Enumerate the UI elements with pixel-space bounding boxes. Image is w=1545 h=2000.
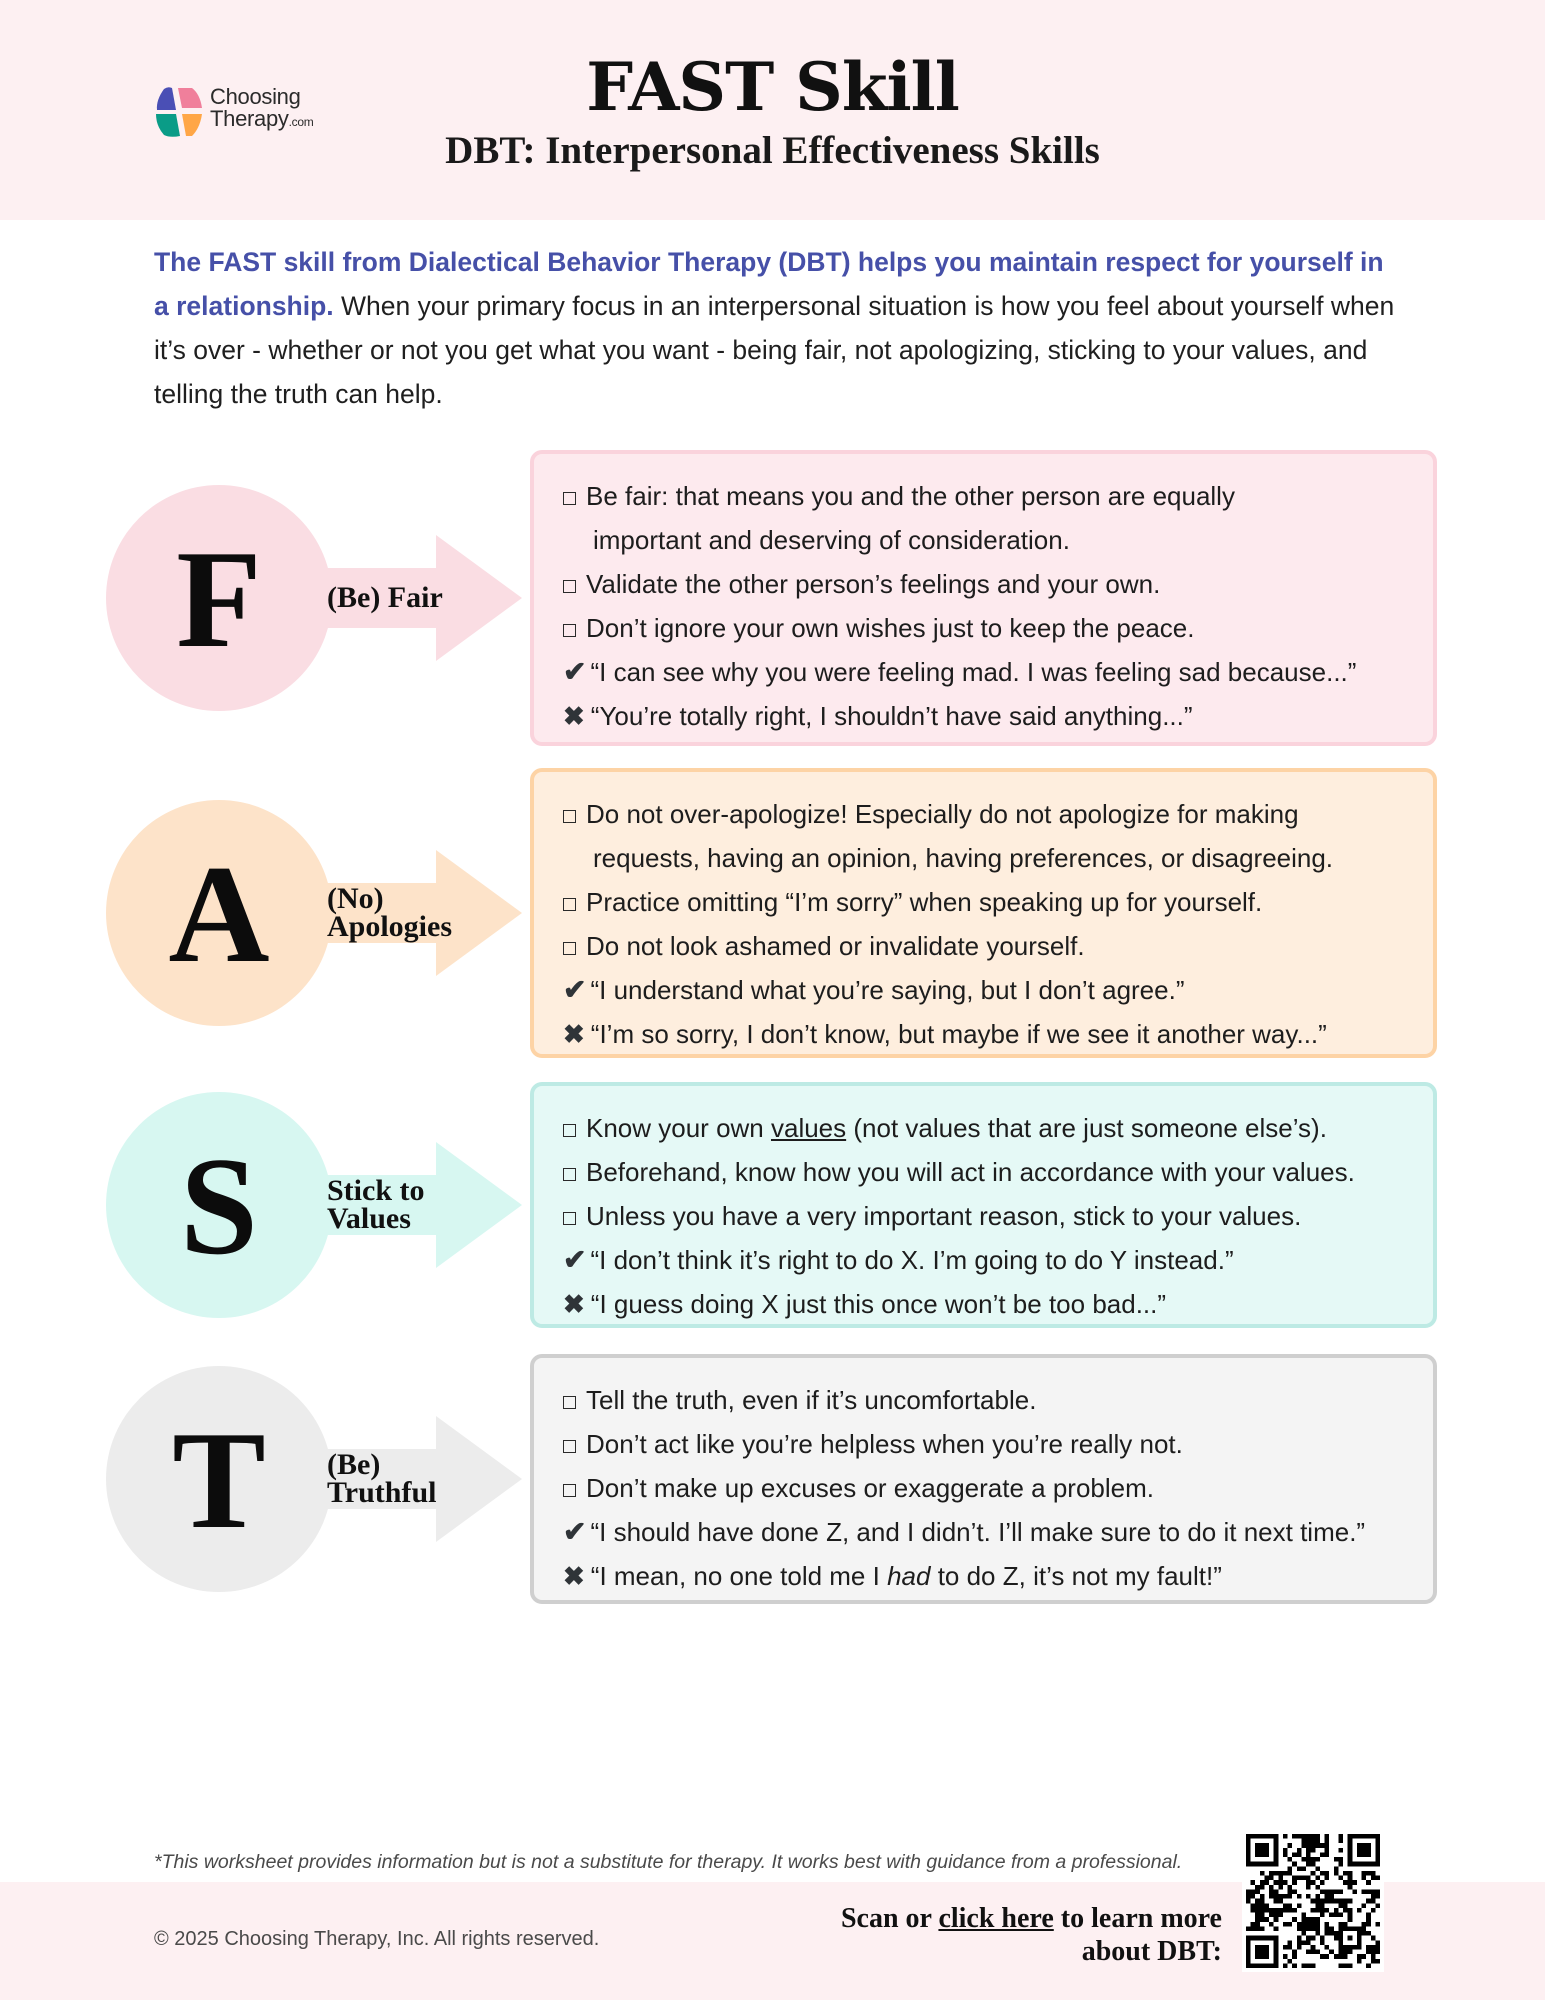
item-text-main: “I don’t think it’s right to do X. I’m going to do Y instead.” bbox=[590, 1245, 1234, 1275]
item-text-main: “I should have done Z, and I didn’t. I’ll make sure to do it next time.” bbox=[590, 1517, 1366, 1547]
item-text-main: Beforehand, know how you will act in accordance with your values. bbox=[586, 1157, 1355, 1187]
item-text bbox=[590, 1510, 1365, 1554]
checklist-item[interactable] bbox=[563, 1378, 1413, 1422]
checkmark-icon: ✔ bbox=[563, 1244, 587, 1275]
bad-example bbox=[563, 1554, 1413, 1598]
x-icon: ✖ bbox=[563, 701, 585, 731]
bad-example bbox=[563, 1282, 1413, 1326]
item-text bbox=[586, 606, 1194, 650]
item-text-main: requests, having an opinion, having preferences, or disagreeing. bbox=[593, 843, 1334, 873]
item-text bbox=[586, 924, 1085, 968]
checklist-item[interactable] bbox=[563, 880, 1413, 924]
item-text-main: “I can see why you were feeling mad. I was feeling sad because...” bbox=[590, 657, 1357, 687]
skill-label bbox=[327, 1174, 425, 1235]
item-text bbox=[590, 968, 1184, 1012]
checkbox-icon[interactable] bbox=[563, 1440, 576, 1453]
checkbox-icon[interactable] bbox=[563, 942, 576, 955]
skill-letter: T bbox=[172, 1403, 266, 1558]
scan-prefix: Scan or bbox=[840, 1903, 939, 1934]
item-text-main: Be fair: that means you and the other person are equally bbox=[586, 481, 1235, 511]
skill-letter: F bbox=[176, 522, 262, 677]
logo-line-2-text: Therapy bbox=[210, 106, 289, 131]
item-text-main: “I guess doing X just this once won’t be too bad...” bbox=[590, 1289, 1167, 1319]
skill-label-line-2: Values bbox=[327, 1202, 411, 1235]
scan-suffix: to learn more bbox=[1053, 1903, 1222, 1934]
x-icon: ✖ bbox=[563, 1289, 585, 1319]
checklist-item[interactable] bbox=[563, 474, 1413, 518]
skill-label-line-1: (Be) Fair bbox=[327, 581, 443, 614]
checklist-item[interactable] bbox=[563, 1422, 1413, 1466]
disclaimer-text: *This worksheet provides information but is not a substitute for therapy. It works best with guidance from a professional. bbox=[154, 1851, 1183, 1873]
item-text-main: Don’t ignore your own wishes just to keep the peace. bbox=[586, 613, 1195, 643]
item-text-main: “You’re totally right, I shouldn’t have said anything...” bbox=[590, 701, 1193, 731]
item-text bbox=[593, 518, 1070, 562]
qr-code-icon[interactable] bbox=[1242, 1830, 1384, 1972]
item-text-main: Do not over-apologize! Especially do not apologize for making bbox=[586, 799, 1299, 829]
good-example bbox=[563, 1238, 1413, 1282]
item-text bbox=[591, 694, 1193, 738]
bad-example bbox=[563, 694, 1413, 738]
item-text bbox=[586, 1378, 1036, 1422]
checkbox-icon[interactable] bbox=[563, 624, 576, 637]
qr-code-graphic bbox=[1246, 1834, 1380, 1968]
click-here-link[interactable]: click here bbox=[938, 1903, 1054, 1934]
intro-body: When your primary focus in an interpersonal situation is how you feel about yourself when it’s over - whether or not you get what you want - being fair, not apologizing, sticking to your values, and telling the truth can help. bbox=[154, 291, 1395, 409]
skill-label-line-1: (No) bbox=[327, 882, 384, 915]
item-text bbox=[586, 1150, 1355, 1194]
copyright-text: © 2025 Choosing Therapy, Inc. All rights reserved. bbox=[154, 1928, 600, 1950]
good-example bbox=[563, 968, 1413, 1012]
skill-card bbox=[530, 768, 1437, 1058]
item-text-main: Tell the truth, even if it’s uncomfortable. bbox=[586, 1385, 1037, 1415]
checkbox-icon[interactable] bbox=[563, 898, 576, 911]
item-text-main: to do Z, it’s not my fault!” bbox=[930, 1561, 1222, 1591]
checkbox-icon[interactable] bbox=[563, 580, 576, 593]
skill-label-line-1: (Be) bbox=[327, 1448, 381, 1481]
checkmark-icon: ✔ bbox=[563, 1516, 587, 1547]
skill-label-line-2: Apologies bbox=[327, 910, 453, 943]
item-text-main: Do not look ashamed or invalidate yourself. bbox=[586, 931, 1085, 961]
item-text bbox=[586, 1466, 1154, 1510]
checkbox-icon[interactable] bbox=[563, 1168, 576, 1181]
item-text bbox=[591, 1554, 1222, 1598]
item-text-main: (not values that are just someone else’s). bbox=[846, 1113, 1327, 1143]
item-text-main: “I understand what you’re saying, but I don’t agree.” bbox=[590, 975, 1185, 1005]
intro-paragraph bbox=[154, 240, 1404, 416]
checkbox-icon[interactable] bbox=[563, 492, 576, 505]
skill-label bbox=[327, 1448, 437, 1509]
skill-card bbox=[530, 450, 1437, 746]
item-text-before: “I mean, no one told me I bbox=[590, 1561, 888, 1591]
item-text bbox=[586, 1422, 1183, 1466]
checklist-item bbox=[563, 836, 1413, 880]
checklist-item[interactable] bbox=[563, 1150, 1413, 1194]
scan-cta bbox=[760, 1902, 1222, 1968]
item-text bbox=[586, 474, 1235, 518]
item-text bbox=[586, 792, 1299, 836]
item-text-before: Know your own bbox=[586, 1113, 771, 1143]
skill-label bbox=[327, 581, 443, 614]
checklist-item[interactable] bbox=[563, 792, 1413, 836]
bad-example bbox=[563, 1012, 1413, 1056]
item-text-main: important and deserving of consideration. bbox=[593, 525, 1070, 555]
skill-letter: S bbox=[180, 1129, 258, 1284]
intro-lead: The FAST skill from Dialectical Behavior Therapy (DBT) helps you maintain respect for yourself in a relationship. bbox=[154, 247, 1384, 321]
skill-label-line-1: Stick to bbox=[327, 1174, 425, 1207]
item-text-main: “I’m so sorry, I don’t know, but maybe if we see it another way...” bbox=[590, 1019, 1327, 1049]
checkbox-icon[interactable] bbox=[563, 1484, 576, 1497]
page-subtitle: DBT: Interpersonal Effectiveness Skills bbox=[445, 129, 1100, 172]
item-text bbox=[593, 836, 1333, 880]
skill-card bbox=[530, 1354, 1437, 1604]
logo-suffix: .com bbox=[288, 115, 314, 129]
checklist-item[interactable] bbox=[563, 1194, 1413, 1238]
checkbox-icon[interactable] bbox=[563, 1124, 576, 1137]
page-title: FAST Skill bbox=[586, 48, 959, 126]
item-text bbox=[586, 1194, 1301, 1238]
checkbox-icon[interactable] bbox=[563, 810, 576, 823]
x-icon: ✖ bbox=[563, 1561, 585, 1591]
checkmark-icon: ✔ bbox=[563, 974, 587, 1005]
item-text-main: Validate the other person’s feelings and your own. bbox=[586, 569, 1161, 599]
x-icon: ✖ bbox=[563, 1019, 585, 1049]
item-text bbox=[586, 1106, 1327, 1150]
skill-label-line-2: Truthful bbox=[327, 1476, 437, 1509]
skill-letter: A bbox=[168, 837, 270, 992]
item-text-main: Don’t act like you’re helpless when you’re really not. bbox=[586, 1429, 1183, 1459]
item-text-main: Don’t make up excuses or exaggerate a problem. bbox=[586, 1473, 1154, 1503]
item-text bbox=[590, 1238, 1233, 1282]
item-text bbox=[590, 650, 1356, 694]
checklist-item[interactable] bbox=[563, 1466, 1413, 1510]
checklist-item[interactable] bbox=[563, 606, 1413, 650]
scan-line-1 bbox=[760, 1902, 1222, 1935]
scan-line-2: about DBT: bbox=[1081, 1936, 1222, 1967]
item-text bbox=[586, 562, 1160, 606]
item-text bbox=[591, 1012, 1327, 1056]
checklist-item[interactable] bbox=[563, 1106, 1413, 1150]
skill-label bbox=[327, 882, 453, 943]
skill-card bbox=[530, 1082, 1437, 1328]
item-italic-word: had bbox=[887, 1561, 931, 1591]
item-text bbox=[586, 880, 1262, 924]
logo-line-1: Choosing bbox=[210, 84, 301, 109]
checkmark-icon: ✔ bbox=[563, 656, 587, 687]
good-example bbox=[563, 650, 1413, 694]
item-text-main: Unless you have a very important reason, stick to your values. bbox=[586, 1201, 1302, 1231]
checklist-item[interactable] bbox=[563, 924, 1413, 968]
checklist-item bbox=[563, 518, 1413, 562]
item-underlined-word: values bbox=[770, 1113, 847, 1143]
checkbox-icon[interactable] bbox=[563, 1212, 576, 1225]
item-text-main: Practice omitting “I’m sorry” when speaking up for yourself. bbox=[586, 887, 1263, 917]
checklist-item[interactable] bbox=[563, 562, 1413, 606]
good-example bbox=[563, 1510, 1413, 1554]
item-text bbox=[591, 1282, 1166, 1326]
checkbox-icon[interactable] bbox=[563, 1396, 576, 1409]
